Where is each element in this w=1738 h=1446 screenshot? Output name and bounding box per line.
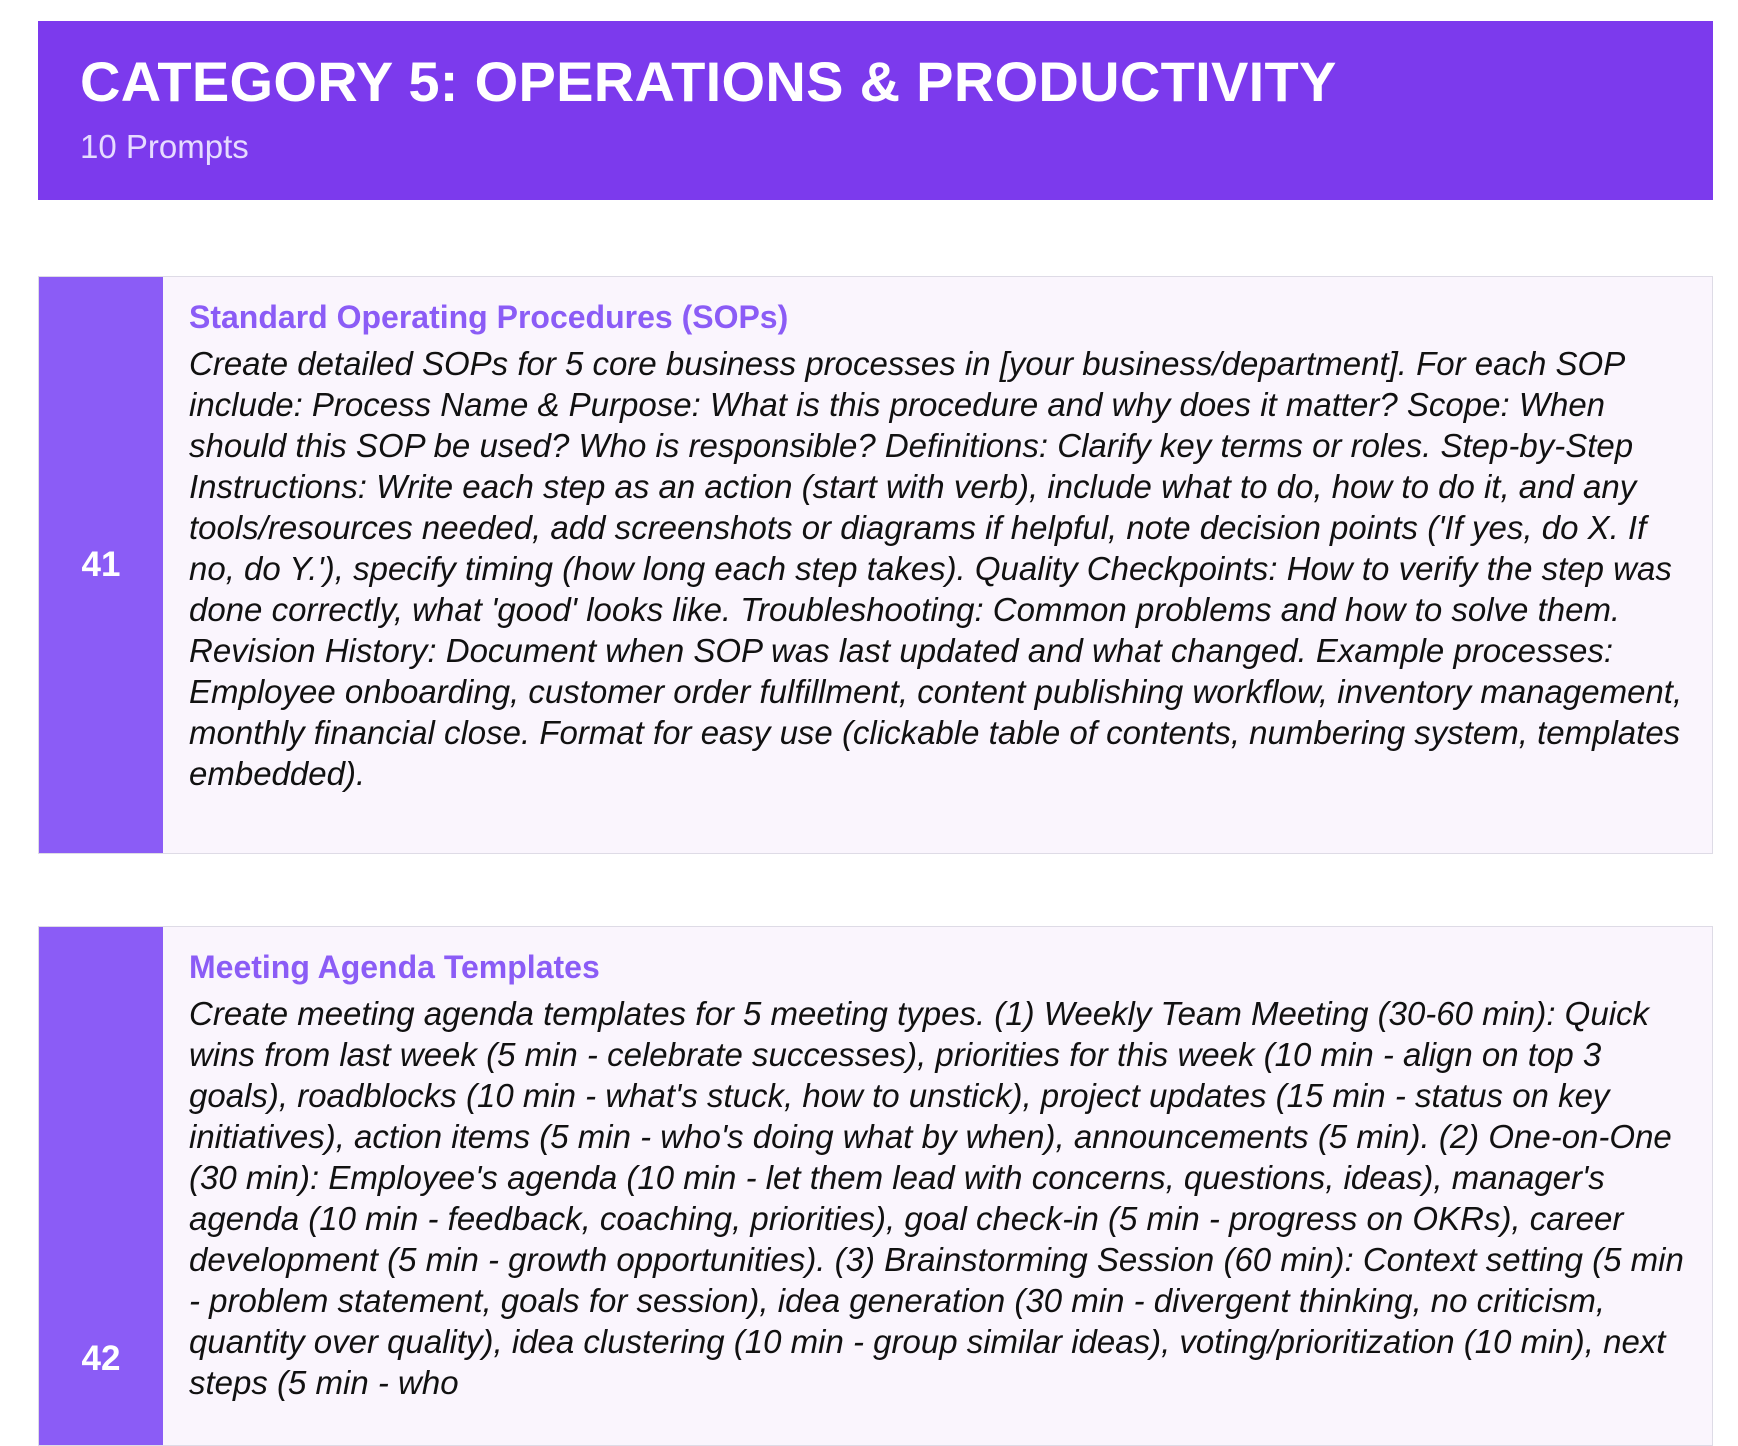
- prompt-card: [38, 926, 1713, 1446]
- prompt-title: Standard Operating Procedures (SOPs): [189, 299, 789, 335]
- prompt-text: Create meeting agenda templates for 5 meeting types. (1) Weekly Team Meeting (30-60 min): Quick wins from last week (5 min - celebrate successes), priorities for this week (10 min - align on top 3 goals), roadblocks (10 min - what's stuck, how to unstick), project updates (15 min - status on key initiatives), action items (5 min - who's doing what by when), announcements (5 min). (2) One-on-One (30 min): Employee's agenda (10 min - let them lead with concerns, questions, ideas), manager's agenda (10 min - feedback, coaching, priorities), goal check-in (5 min - progress on OKRs), career development (5 min - growth opportunities). (3) Brainstorming Session (60 min): Context setting (5 min - problem statement, goals for session), idea generation (30 min - divergent thinking, no criticism, quantity over quality), idea clustering (10 min - group similar ideas), voting/prioritization (10 min), next steps (5 min - who: [189, 994, 1684, 1401]
- prompt-text: Create detailed SOPs for 5 core business processes in [your business/department]. For each SOP include: Process Name & Purpose: What is this procedure and why does it matter? Scope: When should this SOP be used? Who is responsible? Definitions: Clarify key terms or roles. Step-by-Step Instructions: Write each step as an action (start with verb), include what to do, how to do it, and any tools/resources needed, add screenshots or diagrams if helpful, note decision points ('If yes, do X. If no, do Y.'), specify timing (how long each step takes). Quality Checkpoints: How to verify the step was done correctly, what 'good' looks like. Troubleshooting: Common problems and how to solve them. Revision History: Document when SOP was last updated and what changed. Example processes: Employee onboarding, customer order fulfillment, content publishing workflow, inventory management, monthly financial close. Format for easy use (clickable table of contents, numbering system, templates embedded).: [189, 344, 1683, 792]
- prompt-body: [163, 277, 1712, 853]
- category-header: [38, 21, 1713, 200]
- prompt-number: 41: [39, 277, 163, 853]
- category-title: CATEGORY 5: OPERATIONS & PRODUCTIVITY: [80, 50, 1337, 113]
- prompt-card: [38, 276, 1713, 854]
- prompt-title: Meeting Agenda Templates: [189, 949, 600, 985]
- prompt-number: 42: [39, 927, 163, 1445]
- prompt-body: [163, 927, 1712, 1445]
- prompt-count: 10 Prompts: [80, 127, 249, 165]
